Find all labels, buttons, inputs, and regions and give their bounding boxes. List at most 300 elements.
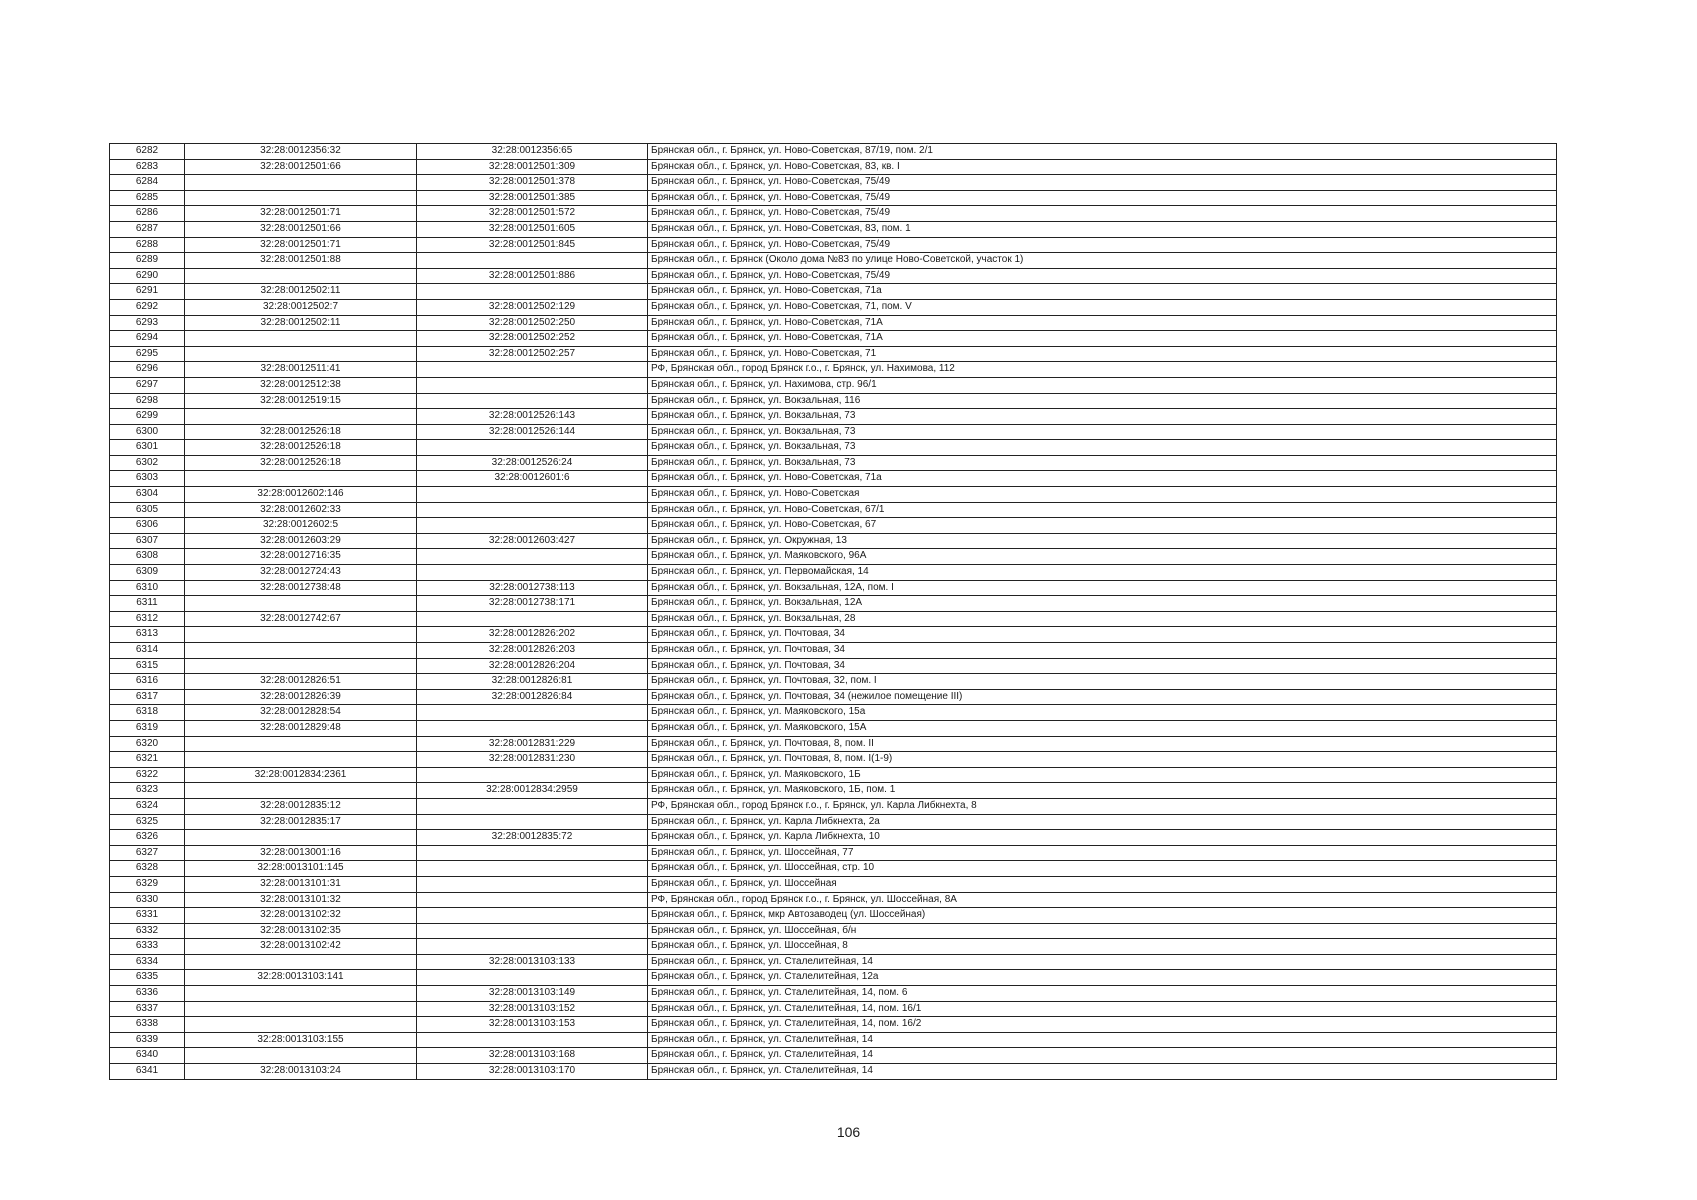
table-row [110,674,1557,690]
address-cell: Брянская обл., г. Брянск, ул. Ново-Советская, 71 [648,346,1557,362]
cadastral-number-object-cell: 32:28:0012603:427 [417,533,648,549]
cadastral-number-parcel-cell: 32:28:0012501:66 [185,159,417,175]
table-row [110,970,1557,986]
table-row [110,689,1557,705]
table-row [110,268,1557,284]
table-row [110,783,1557,799]
cadastral-number-parcel-cell [185,783,417,799]
cadastral-number-object-cell: 32:28:0012826:81 [417,674,648,690]
cadastral-number-object-cell: 32:28:0013103:149 [417,986,648,1002]
address-cell: Брянская обл., г. Брянск, ул. Почтовая, 34 [648,643,1557,659]
row-number-cell: 6315 [110,658,185,674]
table-row [110,159,1557,175]
cadastral-number-parcel-cell [185,736,417,752]
table-row [110,939,1557,955]
address-cell: Брянская обл., г. Брянск, ул. Ново-Советская, 75/49 [648,206,1557,222]
cadastral-number-object-cell: 32:28:0012502:129 [417,299,648,315]
row-number-cell: 6320 [110,736,185,752]
table-row [110,705,1557,721]
cadastral-number-object-cell [417,939,648,955]
cadastral-number-object-cell: 32:28:0012501:385 [417,190,648,206]
cadastral-number-parcel-cell: 32:28:0013103:155 [185,1032,417,1048]
address-cell: Брянская обл., г. Брянск, ул. Ново-Советская, 67 [648,518,1557,534]
cadastral-number-object-cell: 32:28:0012501:845 [417,237,648,253]
cadastral-number-parcel-cell: 32:28:0012602:5 [185,518,417,534]
address-cell: Брянская обл., г. Брянск, ул. Вокзальная, 73 [648,440,1557,456]
address-cell: Брянская обл., г. Брянск, ул. Ново-Советская, 67/1 [648,502,1557,518]
address-cell: Брянская обл., г. Брянск, ул. Вокзальная, 73 [648,424,1557,440]
cadastral-number-parcel-cell: 32:28:0012501:71 [185,237,417,253]
cadastral-number-parcel-cell [185,1001,417,1017]
row-number-cell: 6323 [110,783,185,799]
row-number-cell: 6319 [110,720,185,736]
cadastral-number-object-cell [417,284,648,300]
row-number-cell: 6294 [110,331,185,347]
row-number-cell: 6322 [110,767,185,783]
address-cell: Брянская обл., г. Брянск, ул. Карла Либкнехта, 10 [648,830,1557,846]
row-number-cell: 6321 [110,752,185,768]
cadastral-number-parcel-cell: 32:28:0013101:32 [185,892,417,908]
row-number-cell: 6307 [110,533,185,549]
table-row [110,221,1557,237]
cadastral-number-parcel-cell: 32:28:0012602:33 [185,502,417,518]
cadastral-number-object-cell: 32:28:0013103:168 [417,1048,648,1064]
row-number-cell: 6302 [110,455,185,471]
cadastral-number-parcel-cell [185,954,417,970]
cadastral-number-object-cell [417,767,648,783]
address-cell: Брянская обл., г. Брянск, ул. Сталелитейная, 14 [648,1048,1557,1064]
cadastral-number-parcel-cell: 32:28:0012742:67 [185,611,417,627]
row-number-cell: 6308 [110,549,185,565]
cadastral-number-object-cell [417,393,648,409]
address-cell: Брянская обл., г. Брянск, ул. Сталелитейная, 14 [648,1064,1557,1080]
row-number-cell: 6338 [110,1017,185,1033]
row-number-cell: 6303 [110,471,185,487]
cadastral-number-parcel-cell: 32:28:0012738:48 [185,580,417,596]
row-number-cell: 6295 [110,346,185,362]
cadastral-number-parcel-cell: 32:28:0013102:35 [185,923,417,939]
cadastral-number-object-cell [417,377,648,393]
row-number-cell: 6312 [110,611,185,627]
row-number-cell: 6297 [110,377,185,393]
table-row [110,596,1557,612]
address-cell: Брянская обл., г. Брянск, ул. Ново-Советская, 71А [648,331,1557,347]
cadastral-number-parcel-cell: 32:28:0012828:54 [185,705,417,721]
table-row [110,346,1557,362]
table-row [110,253,1557,269]
row-number-cell: 6334 [110,954,185,970]
cadastral-number-parcel-cell: 32:28:0012501:66 [185,221,417,237]
address-cell: Брянская обл., г. Брянск, ул. Ново-Советская, 71а [648,471,1557,487]
address-cell: Брянская обл., г. Брянск, ул. Почтовая, 32, пом. I [648,674,1557,690]
table-row [110,643,1557,659]
registry-table [109,143,1557,1080]
table-row [110,424,1557,440]
cadastral-number-parcel-cell: 32:28:0013102:42 [185,939,417,955]
cadastral-number-object-cell [417,549,648,565]
address-cell: РФ, Брянская обл., город Брянск г.о., г. Брянск, ул. Шоссейная, 8А [648,892,1557,908]
row-number-cell: 6325 [110,814,185,830]
address-cell: Брянская обл., г. Брянск, ул. Ново-Советская, 83, кв. I [648,159,1557,175]
table-row [110,362,1557,378]
address-cell: Брянская обл., г. Брянск, ул. Ново-Советская, 75/49 [648,237,1557,253]
row-number-cell: 6298 [110,393,185,409]
cadastral-number-parcel-cell: 32:28:0012502:11 [185,284,417,300]
cadastral-number-object-cell [417,487,648,503]
cadastral-number-parcel-cell: 32:28:0013101:145 [185,861,417,877]
row-number-cell: 6282 [110,144,185,160]
row-number-cell: 6305 [110,502,185,518]
cadastral-number-parcel-cell: 32:28:0012826:39 [185,689,417,705]
table-row [110,299,1557,315]
table-row [110,487,1557,503]
cadastral-number-parcel-cell: 32:28:0012512:38 [185,377,417,393]
row-number-cell: 6316 [110,674,185,690]
cadastral-number-object-cell: 32:28:0012502:252 [417,331,648,347]
table-row [110,611,1557,627]
address-cell: Брянская обл., г. Брянск, ул. Маяковского, 96А [648,549,1557,565]
table-row [110,549,1557,565]
cadastral-number-parcel-cell [185,1017,417,1033]
table-row [110,1017,1557,1033]
cadastral-number-parcel-cell: 32:28:0012502:11 [185,315,417,331]
table-row [110,206,1557,222]
address-cell: Брянская обл., г. Брянск (Около дома №83 по улице Ново-Советской, участок 1) [648,253,1557,269]
row-number-cell: 6337 [110,1001,185,1017]
cadastral-number-object-cell: 32:28:0012826:84 [417,689,648,705]
table-row [110,845,1557,861]
cadastral-number-object-cell [417,611,648,627]
row-number-cell: 6291 [110,284,185,300]
row-number-cell: 6336 [110,986,185,1002]
cadastral-number-parcel-cell: 32:28:0012502:7 [185,299,417,315]
row-number-cell: 6330 [110,892,185,908]
address-cell: Брянская обл., г. Брянск, ул. Шоссейная, б/н [648,923,1557,939]
row-number-cell: 6304 [110,487,185,503]
address-cell: Брянская обл., г. Брянск, ул. Вокзальная, 73 [648,455,1557,471]
cadastral-number-object-cell [417,970,648,986]
cadastral-number-object-cell [417,253,648,269]
address-cell: Брянская обл., г. Брянск, ул. Ново-Советская, 71а [648,284,1557,300]
row-number-cell: 6328 [110,861,185,877]
table-row [110,409,1557,425]
cadastral-number-parcel-cell [185,471,417,487]
row-number-cell: 6286 [110,206,185,222]
registry-table-body [110,144,1557,1080]
cadastral-number-object-cell: 32:28:0012526:24 [417,455,648,471]
row-number-cell: 6292 [110,299,185,315]
address-cell: Брянская обл., г. Брянск, ул. Ново-Советская, 71, пом. V [648,299,1557,315]
cadastral-number-object-cell: 32:28:0012502:250 [417,315,648,331]
address-cell: Брянская обл., г. Брянск, ул. Сталелитейная, 14, пом. 6 [648,986,1557,1002]
table-row [110,814,1557,830]
table-row [110,986,1557,1002]
row-number-cell: 6293 [110,315,185,331]
row-number-cell: 6301 [110,440,185,456]
cadastral-number-object-cell [417,798,648,814]
cadastral-number-object-cell: 32:28:0012501:605 [417,221,648,237]
cadastral-number-object-cell [417,845,648,861]
cadastral-number-parcel-cell [185,1048,417,1064]
table-row [110,518,1557,534]
address-cell: Брянская обл., г. Брянск, ул. Шоссейная, 77 [648,845,1557,861]
address-cell: Брянская обл., г. Брянск, ул. Сталелитейная, 14 [648,954,1557,970]
cadastral-number-object-cell: 32:28:0013103:152 [417,1001,648,1017]
address-cell: Брянская обл., г. Брянск, ул. Ново-Советская, 71А [648,315,1557,331]
cadastral-number-parcel-cell: 32:28:0012526:18 [185,455,417,471]
row-number-cell: 6324 [110,798,185,814]
table-row [110,565,1557,581]
cadastral-number-parcel-cell: 32:28:0012526:18 [185,424,417,440]
cadastral-number-object-cell: 32:28:0013103:153 [417,1017,648,1033]
address-cell: Брянская обл., г. Брянск, ул. Вокзальная, 12А, пом. I [648,580,1557,596]
cadastral-number-parcel-cell [185,596,417,612]
cadastral-number-parcel-cell: 32:28:0013102:32 [185,908,417,924]
cadastral-number-object-cell: 32:28:0012501:378 [417,175,648,191]
cadastral-number-object-cell: 32:28:0013103:133 [417,954,648,970]
row-number-cell: 6311 [110,596,185,612]
address-cell: Брянская обл., г. Брянск, ул. Вокзальная, 73 [648,409,1557,425]
address-cell: Брянская обл., г. Брянск, мкр Автозаводец (ул. Шоссейная) [648,908,1557,924]
row-number-cell: 6306 [110,518,185,534]
cadastral-number-object-cell: 32:28:0012738:171 [417,596,648,612]
table-row [110,658,1557,674]
cadastral-number-object-cell [417,720,648,736]
address-cell: Брянская обл., г. Брянск, ул. Сталелитейная, 12а [648,970,1557,986]
cadastral-number-parcel-cell: 32:28:0012519:15 [185,393,417,409]
row-number-cell: 6314 [110,643,185,659]
table-row [110,908,1557,924]
address-cell: Брянская обл., г. Брянск, ул. Ново-Советская, 75/49 [648,268,1557,284]
address-cell: Брянская обл., г. Брянск, ул. Первомайская, 14 [648,565,1557,581]
cadastral-number-object-cell: 32:28:0012356:65 [417,144,648,160]
cadastral-number-parcel-cell [185,331,417,347]
address-cell: Брянская обл., г. Брянск, ул. Окружная, 13 [648,533,1557,549]
row-number-cell: 6310 [110,580,185,596]
table-row [110,798,1557,814]
cadastral-number-parcel-cell [185,752,417,768]
cadastral-number-parcel-cell: 32:28:0013103:141 [185,970,417,986]
cadastral-number-object-cell: 32:28:0013103:170 [417,1064,648,1080]
address-cell: Брянская обл., г. Брянск, ул. Вокзальная, 12А [648,596,1557,612]
table-row [110,455,1557,471]
cadastral-number-object-cell: 32:28:0012835:72 [417,830,648,846]
cadastral-number-object-cell: 32:28:0012501:572 [417,206,648,222]
cadastral-number-parcel-cell: 32:28:0013103:24 [185,1064,417,1080]
cadastral-number-object-cell: 32:28:0012831:229 [417,736,648,752]
table-row [110,175,1557,191]
table-row [110,752,1557,768]
cadastral-number-parcel-cell: 32:28:0012501:71 [185,206,417,222]
row-number-cell: 6327 [110,845,185,861]
cadastral-number-parcel-cell [185,830,417,846]
row-number-cell: 6283 [110,159,185,175]
row-number-cell: 6289 [110,253,185,269]
table-row [110,471,1557,487]
cadastral-number-parcel-cell: 32:28:0012716:35 [185,549,417,565]
cadastral-number-object-cell [417,518,648,534]
row-number-cell: 6317 [110,689,185,705]
cadastral-number-parcel-cell: 32:28:0012835:17 [185,814,417,830]
cadastral-number-parcel-cell: 32:28:0012501:88 [185,253,417,269]
table-row [110,237,1557,253]
cadastral-number-parcel-cell [185,627,417,643]
table-row [110,502,1557,518]
cadastral-number-object-cell [417,861,648,877]
address-cell: Брянская обл., г. Брянск, ул. Шоссейная, 8 [648,939,1557,955]
address-cell: Брянская обл., г. Брянск, ул. Вокзальная, 28 [648,611,1557,627]
table-row [110,440,1557,456]
cadastral-number-parcel-cell: 32:28:0013101:31 [185,876,417,892]
row-number-cell: 6339 [110,1032,185,1048]
address-cell: Брянская обл., г. Брянск, ул. Сталелитейная, 14, пом. 16/2 [648,1017,1557,1033]
cadastral-number-object-cell: 32:28:0012738:113 [417,580,648,596]
table-row [110,627,1557,643]
cadastral-number-object-cell [417,362,648,378]
address-cell: Брянская обл., г. Брянск, ул. Сталелитейная, 14 [648,1032,1557,1048]
address-cell: РФ, Брянская обл., город Брянск г.о., г. Брянск, ул. Карла Либкнехта, 8 [648,798,1557,814]
cadastral-number-object-cell [417,440,648,456]
cadastral-number-parcel-cell: 32:28:0012724:43 [185,565,417,581]
table-row [110,1048,1557,1064]
cadastral-number-object-cell [417,1032,648,1048]
address-cell: Брянская обл., г. Брянск, ул. Вокзальная, 116 [648,393,1557,409]
cadastral-number-parcel-cell: 32:28:0013001:16 [185,845,417,861]
table-row [110,190,1557,206]
table-row [110,1032,1557,1048]
cadastral-number-parcel-cell [185,658,417,674]
table-row [110,315,1557,331]
cadastral-number-parcel-cell [185,190,417,206]
table-row [110,393,1557,409]
address-cell: Брянская обл., г. Брянск, ул. Маяковского, 15А [648,720,1557,736]
cadastral-number-object-cell: 32:28:0012601:6 [417,471,648,487]
address-cell: Брянская обл., г. Брянск, ул. Маяковского, 1Б [648,767,1557,783]
cadastral-number-object-cell: 32:28:0012826:202 [417,627,648,643]
row-number-cell: 6333 [110,939,185,955]
table-row [110,736,1557,752]
address-cell: Брянская обл., г. Брянск, ул. Карла Либкнехта, 2а [648,814,1557,830]
row-number-cell: 6340 [110,1048,185,1064]
table-row [110,580,1557,596]
address-cell: Брянская обл., г. Брянск, ул. Маяковского, 1Б, пом. 1 [648,783,1557,799]
row-number-cell: 6332 [110,923,185,939]
cadastral-number-parcel-cell: 32:28:0012834:2361 [185,767,417,783]
row-number-cell: 6309 [110,565,185,581]
row-number-cell: 6326 [110,830,185,846]
table-row [110,830,1557,846]
cadastral-number-parcel-cell: 32:28:0012603:29 [185,533,417,549]
address-cell: Брянская обл., г. Брянск, ул. Ново-Советская [648,487,1557,503]
row-number-cell: 6331 [110,908,185,924]
cadastral-number-parcel-cell [185,986,417,1002]
cadastral-number-parcel-cell: 32:28:0012526:18 [185,440,417,456]
table-row [110,923,1557,939]
cadastral-number-object-cell [417,876,648,892]
cadastral-number-parcel-cell [185,346,417,362]
table-row [110,720,1557,736]
cadastral-number-object-cell [417,908,648,924]
cadastral-number-object-cell: 32:28:0012831:230 [417,752,648,768]
table-row [110,331,1557,347]
cadastral-number-parcel-cell [185,409,417,425]
address-cell: Брянская обл., г. Брянск, ул. Маяковского, 15а [648,705,1557,721]
address-cell: Брянская обл., г. Брянск, ул. Почтовая, 34 (нежилое помещение III) [648,689,1557,705]
address-cell: Брянская обл., г. Брянск, ул. Почтовая, 8, пом. I(1-9) [648,752,1557,768]
table-row [110,1001,1557,1017]
cadastral-number-parcel-cell: 32:28:0012835:12 [185,798,417,814]
address-cell: Брянская обл., г. Брянск, ул. Ново-Советская, 87/19, пом. 2/1 [648,144,1557,160]
cadastral-number-object-cell: 32:28:0012526:143 [417,409,648,425]
table-row [110,767,1557,783]
address-cell: Брянская обл., г. Брянск, ул. Нахимова, стр. 96/1 [648,377,1557,393]
cadastral-number-object-cell [417,923,648,939]
address-cell: Брянская обл., г. Брянск, ул. Шоссейная, стр. 10 [648,861,1557,877]
row-number-cell: 6290 [110,268,185,284]
cadastral-number-parcel-cell [185,175,417,191]
row-number-cell: 6329 [110,876,185,892]
table-row [110,144,1557,160]
row-number-cell: 6285 [110,190,185,206]
address-cell: Брянская обл., г. Брянск, ул. Почтовая, 34 [648,627,1557,643]
address-cell: Брянская обл., г. Брянск, ул. Ново-Советская, 83, пом. 1 [648,221,1557,237]
cadastral-number-object-cell [417,892,648,908]
page-number: 106 [836,1124,861,1140]
table-row [110,954,1557,970]
cadastral-number-object-cell [417,705,648,721]
row-number-cell: 6318 [110,705,185,721]
row-number-cell: 6299 [110,409,185,425]
row-number-cell: 6341 [110,1064,185,1080]
cadastral-number-object-cell: 32:28:0012834:2959 [417,783,648,799]
cadastral-number-object-cell: 32:28:0012826:204 [417,658,648,674]
address-cell: Брянская обл., г. Брянск, ул. Ново-Советская, 75/49 [648,175,1557,191]
row-number-cell: 6296 [110,362,185,378]
cadastral-number-object-cell: 32:28:0012502:257 [417,346,648,362]
table-row [110,892,1557,908]
row-number-cell: 6287 [110,221,185,237]
address-cell: РФ, Брянская обл., город Брянск г.о., г. Брянск, ул. Нахимова, 112 [648,362,1557,378]
cadastral-number-object-cell [417,502,648,518]
address-cell: Брянская обл., г. Брянск, ул. Сталелитейная, 14, пом. 16/1 [648,1001,1557,1017]
cadastral-number-parcel-cell [185,643,417,659]
row-number-cell: 6313 [110,627,185,643]
cadastral-number-parcel-cell: 32:28:0012829:48 [185,720,417,736]
table-row [110,876,1557,892]
table-row [110,861,1557,877]
cadastral-number-object-cell: 32:28:0012501:886 [417,268,648,284]
address-cell: Брянская обл., г. Брянск, ул. Почтовая, 34 [648,658,1557,674]
row-number-cell: 6284 [110,175,185,191]
table-row [110,533,1557,549]
table-row [110,284,1557,300]
address-cell: Брянская обл., г. Брянск, ул. Почтовая, 8, пом. II [648,736,1557,752]
table-row [110,377,1557,393]
cadastral-number-parcel-cell: 32:28:0012511:41 [185,362,417,378]
row-number-cell: 6335 [110,970,185,986]
cadastral-number-object-cell [417,814,648,830]
table-row [110,1064,1557,1080]
address-cell: Брянская обл., г. Брянск, ул. Ново-Советская, 75/49 [648,190,1557,206]
cadastral-number-object-cell: 32:28:0012826:203 [417,643,648,659]
cadastral-number-parcel-cell: 32:28:0012602:146 [185,487,417,503]
row-number-cell: 6288 [110,237,185,253]
cadastral-number-object-cell [417,565,648,581]
cadastral-number-parcel-cell: 32:28:0012356:32 [185,144,417,160]
address-cell: Брянская обл., г. Брянск, ул. Шоссейная [648,876,1557,892]
row-number-cell: 6300 [110,424,185,440]
cadastral-number-object-cell: 32:28:0012526:144 [417,424,648,440]
